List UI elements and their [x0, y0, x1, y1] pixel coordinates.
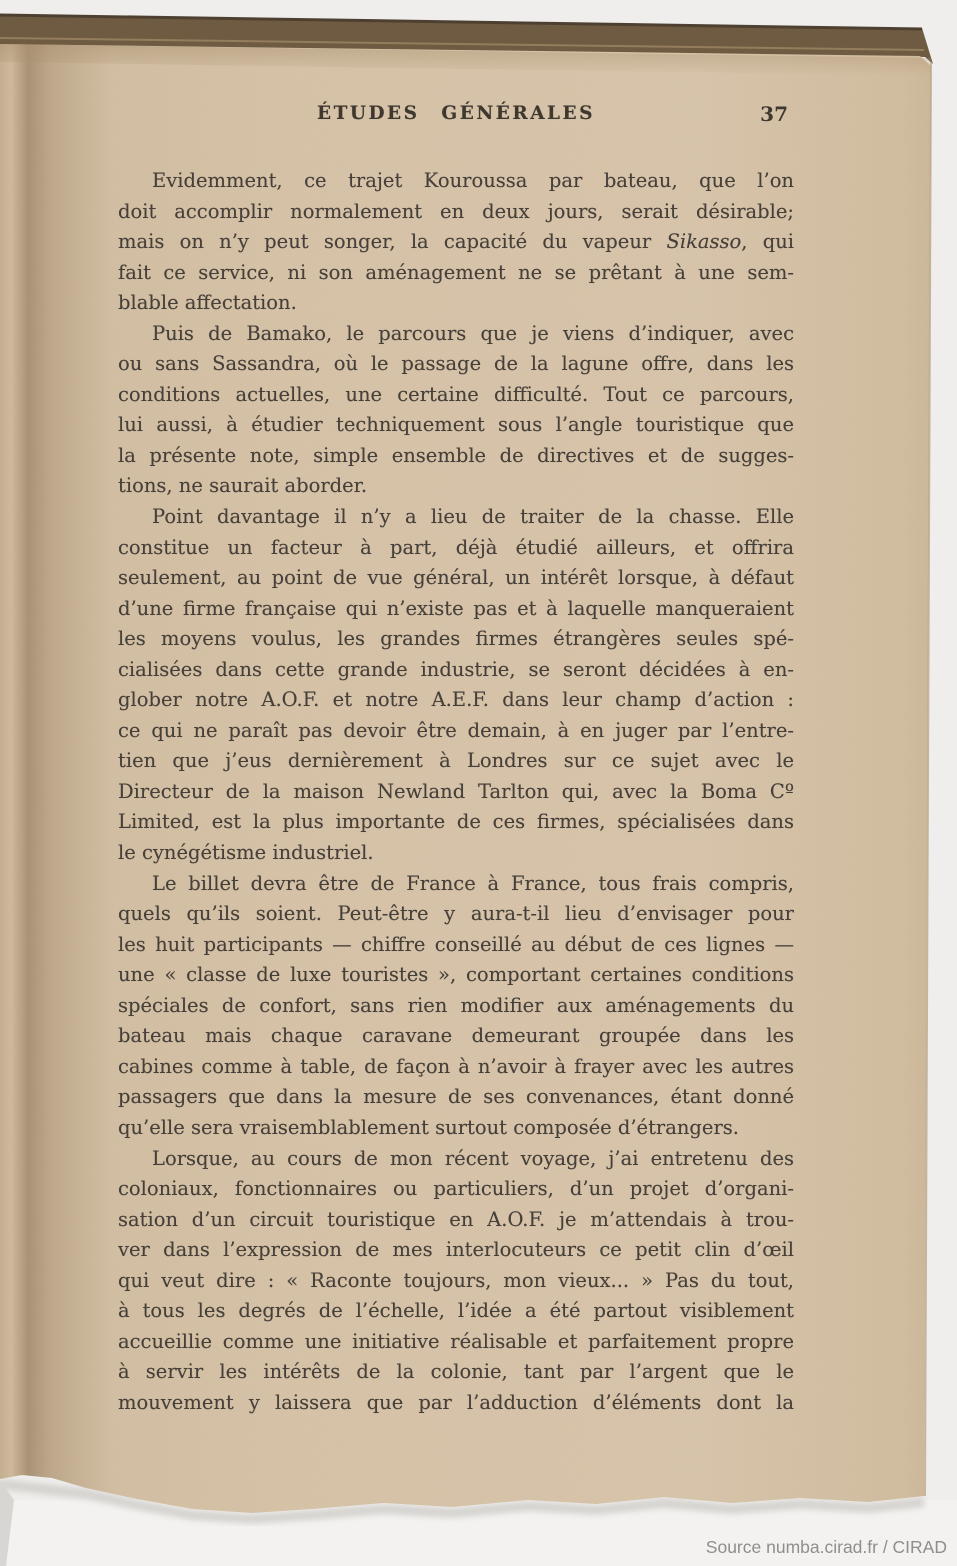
text-line: une « classe de luxe touristes », comportant certaines conditions — [118, 963, 794, 987]
text-line: mais on n’y peut songer, la capacité du vapeur Sikasso, qui — [118, 230, 794, 254]
text-line: tions, ne saurait aborder. — [118, 474, 368, 498]
text-line: d’une firme française qui n’existe pas et à laquelle manqueraient — [118, 596, 794, 620]
text-line: ou sans Sassandra, où le passage de la lagune offre, dans les — [118, 352, 794, 376]
text-line: constitue un facteur à part, déjà étudié ailleurs, et offrira — [118, 535, 794, 559]
text-line: Limited, est la plus importante de ces firmes, spécialisées dans — [118, 810, 794, 834]
text-line: spéciales de confort, sans rien modifier aux aménagements du — [118, 993, 794, 1017]
text-line: quels qu’ils soient. Peut-être y aura-t-il lieu d’envisager pour — [118, 902, 794, 926]
text-line: Directeur de la maison Newland Tarlton qui, avec la Boma Cº — [118, 779, 794, 803]
text-line: qu’elle sera vraisemblablement surtout composée d’étrangers. — [118, 1115, 739, 1139]
text-line: Point davantage il n’y a lieu de traiter de la chasse. Elle — [152, 505, 794, 529]
text-line: fait ce service, ni son aménagement ne se prêtant à une sem- — [118, 260, 794, 284]
text-line: ce qui ne paraît pas devoir être demain, à en juger par l’entre- — [118, 718, 794, 742]
text-line: ver dans l’expression de mes interlocuteurs ce petit clin d’œil — [118, 1238, 794, 1262]
text-line: les moyens voulus, les grandes firmes étrangères seules spé- — [118, 627, 794, 651]
paragraph — [118, 1144, 794, 1419]
text-line: le cynégétisme industriel. — [118, 841, 374, 865]
text-line: à tous les degrés de l’échelle, l’idée a été partout visiblement — [118, 1299, 794, 1323]
text-line: conditions actuelles, une certaine difficulté. Tout ce parcours, — [118, 382, 794, 406]
paragraph — [118, 166, 794, 319]
text-line: tien que j’eus dernièrement à Londres sur ce sujet avec le — [118, 749, 794, 773]
text-line: blable affectation. — [118, 291, 297, 315]
text-line: les huit participants — chiffre conseillé au début de ces lignes — — [118, 932, 794, 956]
text-line: seulement, au point de vue général, un intérêt lorsque, à défaut — [118, 566, 794, 590]
text-line: passagers que dans la mesure de ses convenances, étant donné — [118, 1085, 794, 1109]
text-line: mouvement y laissera que par l’adduction d’éléments dont la — [118, 1390, 794, 1414]
text-line: Evidemment, ce trajet Kouroussa par bateau, que l’on — [152, 169, 794, 192]
text-line: bateau mais chaque caravane demeurant groupée dans les — [118, 1024, 794, 1048]
text-line: Puis de Bamako, le parcours que je viens d’indiquer, avec — [152, 321, 794, 345]
text-line: sation d’un circuit touristique en A.O.F. je m’attendais à trou- — [118, 1207, 794, 1231]
text-line: qui veut dire : « Raconte toujours, mon vieux... » Pas du tout, — [118, 1268, 794, 1292]
text-line: coloniaux, fonctionnaires ou particuliers, d’un projet d’organi- — [118, 1177, 794, 1201]
paragraph — [118, 502, 794, 869]
text-line: Lorsque, au cours de mon récent voyage, j’ai entretenu des — [152, 1146, 794, 1170]
page-number: 37 — [760, 102, 788, 126]
page-text-block — [118, 166, 794, 1418]
text-line: cabines comme à table, de façon à n’avoir à frayer avec les autres — [118, 1054, 794, 1078]
text-line: Le billet devra être de France à France, tous frais compris, — [152, 871, 794, 895]
source-attribution: Source numba.cirad.fr / CIRAD — [705, 1537, 947, 1557]
text-line: cialisées dans cette grande industrie, se seront décidées à en- — [118, 657, 794, 681]
text-line: à servir les intérêts de la colonie, tant par l’argent que le — [118, 1360, 794, 1384]
text-line: doit accomplir normalement en deux jours, serait désirable; — [118, 199, 794, 223]
text-line: la présente note, simple ensemble de directives et de sugges- — [118, 443, 794, 467]
paragraph — [118, 319, 794, 502]
paragraph — [118, 869, 794, 1144]
text-line: accueillie comme une initiative réalisable et parfaitement propre — [118, 1329, 794, 1353]
text-line: lui aussi, à étudier techniquement sous l’angle touristique que — [118, 413, 794, 437]
text-line: glober notre A.O.F. et notre A.E.F. dans leur champ d’action : — [118, 688, 794, 712]
running-title: ÉTUDES GÉNÉRALES — [316, 103, 596, 124]
